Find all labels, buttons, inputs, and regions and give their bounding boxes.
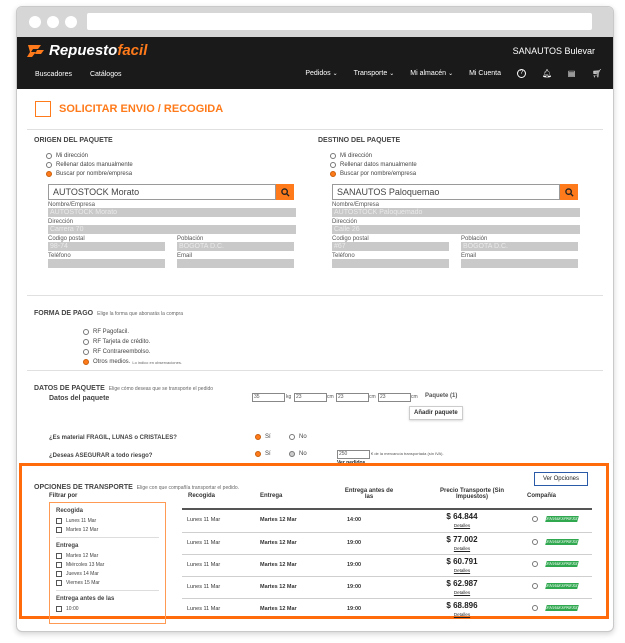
nav-catalogos[interactable]: Catálogos bbox=[89, 71, 122, 78]
help-icon[interactable]: ? bbox=[517, 69, 526, 78]
radio[interactable] bbox=[83, 329, 89, 335]
dest-option-my-address[interactable]: Mi dirección bbox=[330, 151, 578, 160]
dest-postal-label: Codigo postal bbox=[332, 236, 369, 242]
checkbox[interactable] bbox=[56, 527, 62, 533]
payment-other-note: Lo indico en observaciones. bbox=[132, 359, 182, 365]
page-title-bar bbox=[35, 89, 603, 129]
col-entrega-antes: Entrega antes de las bbox=[344, 488, 394, 500]
table-row[interactable] bbox=[182, 510, 592, 532]
unit-kg: kg bbox=[286, 394, 292, 400]
carrier-select[interactable] bbox=[532, 583, 578, 589]
radio-selected[interactable] bbox=[46, 171, 52, 177]
cart-icon[interactable]: 🛒︎ bbox=[592, 69, 603, 78]
dest-phone-field[interactable] bbox=[332, 259, 449, 268]
details-link[interactable]: Detalles bbox=[453, 612, 471, 617]
payment-title: FORMA DE PAGO bbox=[34, 310, 94, 317]
origin-postal-label: Codigo postal bbox=[48, 236, 85, 242]
details-link[interactable]: Detalles bbox=[453, 523, 471, 528]
carrier-select[interactable] bbox=[532, 539, 578, 545]
details-link[interactable]: Detalles bbox=[453, 546, 471, 551]
row-delivery: Martes 12 Mar bbox=[260, 562, 297, 568]
dest-name-label: Nombre/Empresa bbox=[332, 202, 380, 208]
radio[interactable] bbox=[83, 349, 89, 355]
origin-search-button[interactable] bbox=[276, 184, 294, 200]
carrier-select[interactable] bbox=[532, 561, 578, 567]
filter-checkbox[interactable]: 10:00 bbox=[56, 604, 165, 613]
checkbox[interactable] bbox=[56, 562, 62, 568]
origin-phone-label: Teléfono bbox=[48, 253, 71, 259]
origin-name-label: Nombre/Empresa bbox=[48, 202, 96, 208]
row-price: $ 68.896 bbox=[446, 601, 478, 610]
destination-title: DESTINO DEL PAQUETE bbox=[318, 137, 401, 144]
radio[interactable] bbox=[330, 153, 336, 159]
checkbox[interactable] bbox=[56, 553, 62, 559]
row-before: 19:00 bbox=[347, 584, 362, 590]
window-dot[interactable] bbox=[29, 16, 41, 28]
package-section bbox=[27, 370, 603, 469]
browser-chrome bbox=[17, 7, 613, 37]
main-content bbox=[17, 89, 613, 129]
package-count: Paquete (1) bbox=[425, 393, 458, 399]
row-delivery: Martes 12 Mar bbox=[260, 606, 297, 612]
filter-panel bbox=[49, 502, 166, 624]
carrier-logo: ENVIAEXPRESS bbox=[546, 605, 579, 610]
unit-cm: cm bbox=[369, 394, 376, 400]
dest-postal-field[interactable]: #67 bbox=[332, 242, 449, 251]
radio[interactable] bbox=[330, 162, 336, 168]
row-price: $ 77.002 bbox=[446, 535, 478, 544]
origin-city-field[interactable]: BOGOTA D.C. bbox=[177, 242, 294, 251]
row-before: 19:00 bbox=[347, 562, 362, 568]
dest-search-button[interactable] bbox=[560, 184, 578, 200]
row-delivery: Martes 12 Mar bbox=[260, 517, 297, 523]
origin-address-label: Dirección bbox=[48, 219, 74, 225]
row-price: $ 62.987 bbox=[446, 579, 478, 588]
package-height-input[interactable]: 23 bbox=[378, 393, 411, 402]
row-price: $ 64.844 bbox=[446, 512, 478, 521]
payment-option-pagofacil[interactable]: RF Pagofacil. bbox=[83, 327, 603, 337]
filter-checkbox[interactable]: Martes 12 Mar bbox=[56, 551, 165, 560]
app-header bbox=[17, 37, 613, 89]
radio[interactable] bbox=[532, 516, 538, 522]
transport-section bbox=[19, 463, 609, 619]
package-weight-input[interactable]: 35 bbox=[252, 393, 285, 402]
bell-icon[interactable]: 🔔︎ bbox=[542, 69, 553, 78]
row-before: 19:00 bbox=[347, 540, 362, 546]
unit-cm: cm bbox=[411, 394, 418, 400]
checkbox[interactable] bbox=[56, 571, 62, 577]
radio-selected[interactable] bbox=[83, 359, 89, 365]
row-delivery: Martes 12 Mar bbox=[260, 540, 297, 546]
carrier-logo: ENVIAEXPRESS bbox=[546, 539, 579, 544]
origin-option-my-address[interactable]: Mi dirección bbox=[46, 151, 294, 160]
col-entrega: Entrega bbox=[260, 493, 283, 499]
logo-text: Repuestofacil bbox=[49, 42, 148, 59]
filter-checkbox[interactable]: Miércoles 13 Mar bbox=[56, 560, 165, 569]
filter-group-title: Entrega bbox=[56, 543, 79, 549]
origin-name-field[interactable]: AUTOSTOCK Morato bbox=[48, 208, 296, 217]
dest-option-manual[interactable]: Rellenar datos manualmente bbox=[330, 160, 578, 169]
insure-question: ¿Deseas ASEGURAR a todo riesgo? bbox=[49, 453, 153, 459]
origin-email-field[interactable] bbox=[177, 259, 294, 268]
filter-group-title: Entrega antes de las bbox=[56, 596, 115, 602]
dest-phone-label: Teléfono bbox=[332, 253, 355, 259]
carrier-logo: ENVIAEXPRESS bbox=[546, 561, 579, 566]
insure-value-input[interactable]: 250 bbox=[337, 450, 370, 459]
fragile-question: ¿Es material FRAGIL, LUNAS o CRISTALES? bbox=[49, 435, 177, 441]
nav-pedidos[interactable]: Pedidos ⌄ bbox=[305, 70, 338, 77]
transport-title: OPCIONES DE TRANSPORTE bbox=[34, 484, 133, 491]
table-row[interactable] bbox=[182, 554, 592, 577]
details-link[interactable]: Detalles bbox=[453, 568, 471, 573]
package-subtitle: Elige cómo deseas que se transporte el pedido bbox=[108, 386, 214, 392]
dest-email-field[interactable] bbox=[461, 259, 578, 268]
window-dot[interactable] bbox=[65, 16, 77, 28]
nav-right bbox=[305, 69, 601, 78]
radio[interactable] bbox=[46, 153, 52, 159]
radio[interactable] bbox=[532, 539, 538, 545]
carrier-logo: ENVIAEXPRESS bbox=[546, 516, 579, 521]
package-length-input[interactable]: 23 bbox=[294, 393, 327, 402]
origin-email-label: Email bbox=[177, 253, 193, 259]
table-row[interactable] bbox=[182, 532, 592, 555]
add-package-button[interactable]: Añadir paquete bbox=[409, 406, 463, 420]
details-link[interactable]: Detalles bbox=[453, 590, 471, 595]
package-title: DATOS DE PAQUETE bbox=[34, 385, 105, 392]
radio-selected[interactable] bbox=[330, 171, 336, 177]
payment-option-cod[interactable]: RF Contrareembolso. bbox=[83, 347, 603, 357]
window-dot[interactable] bbox=[47, 16, 59, 28]
insure-note: € de la mercancía transportada (sin IVA). bbox=[371, 451, 444, 456]
nav-mi-cuenta[interactable]: Mi Cuenta bbox=[469, 70, 501, 77]
unit-cm: cm bbox=[327, 394, 334, 400]
page-title: SOLICITAR ENVIO / RECOGIDA bbox=[59, 103, 224, 115]
nav-left bbox=[35, 71, 122, 78]
logo-mark-icon bbox=[27, 43, 45, 59]
radio[interactable] bbox=[289, 434, 295, 440]
col-precio: Precio Transporte (Sin Impuestos) bbox=[439, 488, 505, 500]
url-bar[interactable] bbox=[87, 13, 592, 30]
package-row-label: Datos del paquete bbox=[49, 395, 110, 402]
row-delivery: Martes 12 Mar bbox=[260, 584, 297, 590]
fragile-yes[interactable]: Sí bbox=[255, 432, 271, 442]
chevron-down-icon: ⌄ bbox=[332, 71, 338, 77]
radio[interactable] bbox=[46, 162, 52, 168]
row-pickup: Lunes 11 Mar bbox=[187, 606, 221, 612]
dest-search-input[interactable] bbox=[332, 184, 560, 200]
nav-buscadores[interactable]: Buscadores bbox=[35, 71, 72, 78]
filter-checkbox[interactable]: Martes 12 Mar bbox=[56, 525, 165, 534]
nav-mi-almacen[interactable]: Mi almacén ⌄ bbox=[410, 70, 454, 77]
carrier-logo: ENVIAEXPRESS bbox=[546, 583, 579, 588]
origin-option-search[interactable]: Buscar por nombre/empresa bbox=[46, 169, 294, 178]
carrier-select[interactable] bbox=[532, 516, 578, 522]
checkbox[interactable] bbox=[56, 606, 62, 612]
radio[interactable] bbox=[289, 451, 295, 457]
radio[interactable] bbox=[532, 561, 538, 567]
row-before: 19:00 bbox=[347, 606, 362, 612]
transport-subtitle: Elige con que compañía transportar el pedido. bbox=[136, 485, 240, 491]
radio[interactable] bbox=[532, 605, 538, 611]
payment-option-other[interactable]: Otros medios. Lo indico en observaciones. bbox=[83, 357, 603, 367]
payment-option-credit-card[interactable]: RF Tarjeta de crédito. bbox=[83, 337, 603, 347]
origin-postal-field[interactable]: 98-74 bbox=[48, 242, 165, 251]
search-icon bbox=[565, 188, 574, 197]
dest-address-label: Dirección bbox=[332, 219, 358, 225]
row-pickup: Lunes 11 Mar bbox=[187, 540, 221, 546]
package-width-input[interactable]: 23 bbox=[336, 393, 369, 402]
origin-option-manual[interactable]: Rellenar datos manualmente bbox=[46, 160, 294, 169]
filter-title: Filtrar por bbox=[49, 493, 78, 499]
radio[interactable] bbox=[83, 339, 89, 345]
chat-icon[interactable]: ▤ bbox=[567, 69, 576, 78]
row-pickup: Lunes 11 Mar bbox=[187, 517, 221, 523]
radio-selected[interactable] bbox=[255, 434, 261, 440]
col-recogida: Recogida bbox=[188, 493, 216, 499]
origin-city-label: Población bbox=[177, 236, 204, 242]
origin-title: ORIGEN DEL PAQUETE bbox=[34, 137, 113, 144]
radio-selected[interactable] bbox=[255, 451, 261, 457]
insure-yes[interactable]: Sí bbox=[255, 449, 271, 459]
origin-section bbox=[34, 137, 294, 268]
filter-group-title: Recogida bbox=[56, 508, 84, 514]
row-pickup: Lunes 11 Mar bbox=[187, 584, 221, 590]
row-before: 14:00 bbox=[347, 517, 362, 523]
checkbox[interactable] bbox=[56, 580, 62, 586]
chevron-down-icon: ⌄ bbox=[389, 71, 395, 77]
table-row[interactable] bbox=[182, 598, 592, 621]
dest-city-label: Población bbox=[461, 236, 488, 242]
ver-opciones-button[interactable]: Ver Opciones bbox=[534, 472, 588, 486]
payment-subtitle: Elige la forma que abonarás la compra bbox=[97, 311, 184, 317]
logo[interactable] bbox=[27, 42, 147, 59]
radio[interactable] bbox=[532, 583, 538, 589]
filter-checkbox[interactable]: Jueves 14 Mar bbox=[56, 569, 165, 578]
fragile-no[interactable]: No bbox=[289, 432, 307, 442]
search-icon bbox=[281, 188, 290, 197]
origin-address-field[interactable]: Carrera 70 bbox=[48, 225, 296, 234]
origin-phone-field[interactable] bbox=[48, 259, 165, 268]
table-row[interactable] bbox=[182, 576, 592, 599]
row-price: $ 60.791 bbox=[446, 557, 478, 566]
row-pickup: Lunes 11 Mar bbox=[187, 562, 221, 568]
package-icon bbox=[35, 101, 51, 117]
dest-city-field[interactable]: BOGOTA D.C. bbox=[461, 242, 578, 251]
user-name[interactable]: SANAUTOS Bulevar bbox=[512, 46, 595, 56]
browser-window bbox=[16, 6, 614, 632]
payment-section bbox=[27, 295, 603, 367]
filter-checkbox[interactable]: Lunes 11 Mar bbox=[56, 516, 165, 525]
dest-name-field[interactable]: AUTOSTOCK Paloquemado bbox=[332, 208, 580, 217]
chevron-down-icon: ⌄ bbox=[448, 71, 454, 77]
filter-checkbox[interactable]: Viernes 15 Mar bbox=[56, 578, 165, 587]
nav-transporte[interactable]: Transporte ⌄ bbox=[353, 70, 395, 77]
dest-email-label: Email bbox=[461, 253, 477, 259]
destination-section bbox=[318, 137, 578, 268]
dest-address-field[interactable]: Calle 26 bbox=[332, 225, 580, 234]
carrier-select[interactable] bbox=[532, 605, 578, 611]
dest-option-search[interactable]: Buscar por nombre/empresa bbox=[330, 169, 578, 178]
checkbox[interactable] bbox=[56, 518, 62, 524]
insure-no[interactable]: No bbox=[289, 449, 307, 459]
origin-search-input[interactable] bbox=[48, 184, 276, 200]
col-compania: Compañía bbox=[527, 493, 557, 499]
